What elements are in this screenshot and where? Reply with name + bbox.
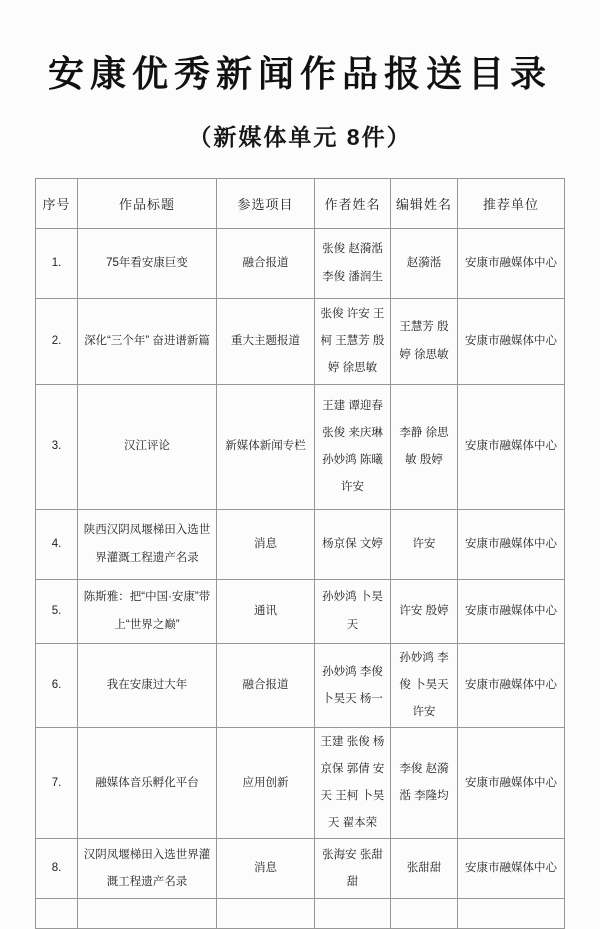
cell-seq: 3. xyxy=(36,385,78,510)
cell-authors: 张俊 许安 王柯 王慧芳 殷婷 徐思敏 xyxy=(315,299,391,385)
cell-category xyxy=(217,899,315,929)
table-row xyxy=(36,510,565,580)
cell-category: 消息 xyxy=(217,839,315,899)
cell-authors: 王建 张俊 杨京保 郭倩 安天 王柯 卜昊天 翟本荣 xyxy=(315,728,391,839)
cell-unit: 安康市融媒体中心 xyxy=(458,299,565,385)
table-row xyxy=(36,299,565,385)
cell-unit: 安康市融媒体中心 xyxy=(458,229,565,299)
cell-seq xyxy=(36,899,78,929)
cell-category: 重大主题报道 xyxy=(217,299,315,385)
cell-seq: 6. xyxy=(36,644,78,728)
cell-authors xyxy=(315,899,391,929)
cell-editors: 许安 殷婷 xyxy=(391,580,458,644)
cell-editors: 李静 徐思敏 殷婷 xyxy=(391,385,458,510)
table-row-empty xyxy=(36,899,565,929)
cell-category: 融合报道 xyxy=(217,644,315,728)
cell-title: 融媒体音乐孵化平台 xyxy=(78,728,217,839)
cell-authors: 孙妙鸿 李俊 卜昊天 杨一 xyxy=(315,644,391,728)
cell-title: 我在安康过大年 xyxy=(78,644,217,728)
cell-seq: 7. xyxy=(36,728,78,839)
cell-unit: 安康市融媒体中心 xyxy=(458,728,565,839)
cell-title: 陕西汉阴凤堰梯田入选世界灌溉工程遗产名录 xyxy=(78,510,217,580)
cell-category: 融合报道 xyxy=(217,229,315,299)
cell-title: 汉阴凤堰梯田入选世界灌溉工程遗产名录 xyxy=(78,839,217,899)
cell-unit: 安康市融媒体中心 xyxy=(458,385,565,510)
table-row xyxy=(36,229,565,299)
cell-title: 深化“三个年” 奋进谱新篇 xyxy=(78,299,217,385)
cell-unit: 安康市融媒体中心 xyxy=(458,510,565,580)
cell-editors: 李俊 赵漪湉 李隆均 xyxy=(391,728,458,839)
header-title: 作品标题 xyxy=(78,179,217,229)
header-seq: 序号 xyxy=(36,179,78,229)
cell-category: 消息 xyxy=(217,510,315,580)
cell-editors: 王慧芳 殷婷 徐思敏 xyxy=(391,299,458,385)
cell-title: 汉江评论 xyxy=(78,385,217,510)
submission-table xyxy=(35,178,565,929)
cell-title: 75年看安康巨变 xyxy=(78,229,217,299)
table-row xyxy=(36,385,565,510)
table-row xyxy=(36,728,565,839)
cell-seq: 1. xyxy=(36,229,78,299)
table-row xyxy=(36,644,565,728)
cell-seq: 2. xyxy=(36,299,78,385)
cell-unit: 安康市融媒体中心 xyxy=(458,839,565,899)
cell-editors: 许安 xyxy=(391,510,458,580)
cell-category: 通讯 xyxy=(217,580,315,644)
table-row xyxy=(36,839,565,899)
cell-editors: 张甜甜 xyxy=(391,839,458,899)
cell-editors: 孙妙鸿 李俊 卜昊天 许安 xyxy=(391,644,458,728)
cell-authors: 张俊 赵漪湉 李俊 潘润生 xyxy=(315,229,391,299)
cell-seq: 5. xyxy=(36,580,78,644)
cell-unit: 安康市融媒体中心 xyxy=(458,644,565,728)
header-category: 参选项目 xyxy=(217,179,315,229)
cell-editors: 赵漪湉 xyxy=(391,229,458,299)
table-row xyxy=(36,580,565,644)
cell-authors: 杨京保 文婷 xyxy=(315,510,391,580)
cell-unit xyxy=(458,899,565,929)
cell-authors: 王建 谭迎春 张俊 来庆琳 孙妙鸿 陈曦 许安 xyxy=(315,385,391,510)
cell-category: 应用创新 xyxy=(217,728,315,839)
cell-category: 新媒体新闻专栏 xyxy=(217,385,315,510)
table-header-row xyxy=(36,179,565,229)
cell-authors: 张海安 张甜甜 xyxy=(315,839,391,899)
cell-title: 陈斯雅：把“中国·安康”带上“世界之巅” xyxy=(78,580,217,644)
header-editors: 编辑姓名 xyxy=(391,179,458,229)
cell-seq: 4. xyxy=(36,510,78,580)
cell-unit: 安康市融媒体中心 xyxy=(458,580,565,644)
cell-authors: 孙妙鸿 卜昊天 xyxy=(315,580,391,644)
header-authors: 作者姓名 xyxy=(315,179,391,229)
page-title: 安康优秀新闻作品报送目录 xyxy=(47,53,552,94)
header-unit: 推荐单位 xyxy=(458,179,565,229)
cell-seq: 8. xyxy=(36,839,78,899)
cell-editors xyxy=(391,899,458,929)
page-subtitle: （新媒体单元 8件） xyxy=(188,124,412,150)
cell-title xyxy=(78,899,217,929)
